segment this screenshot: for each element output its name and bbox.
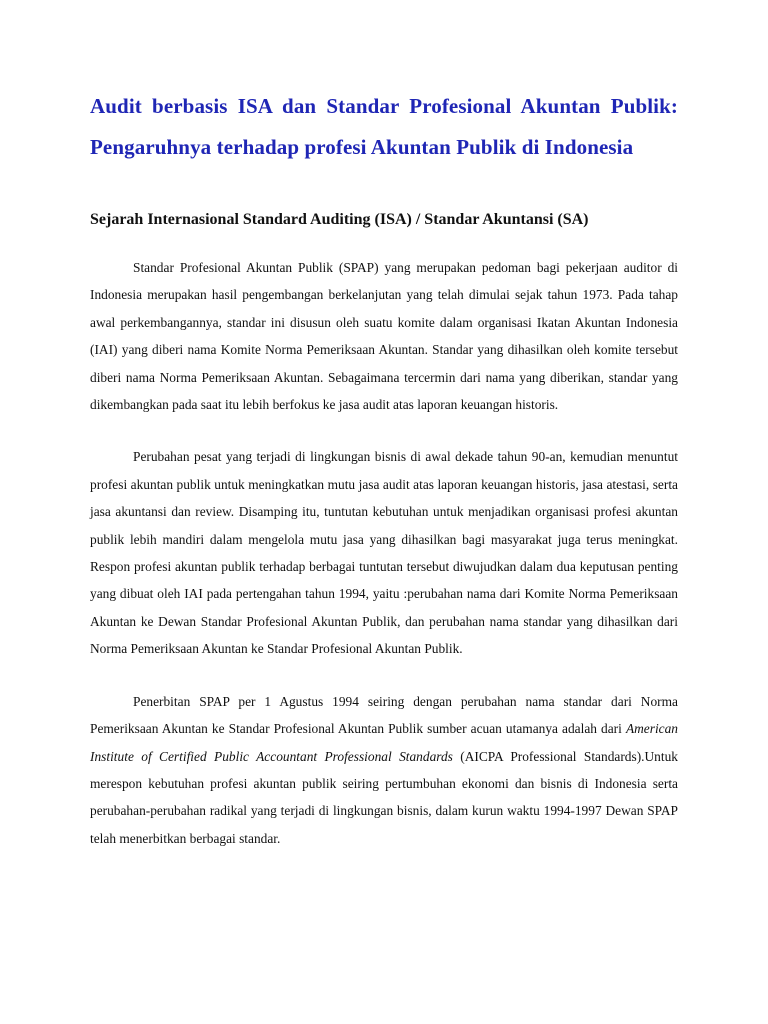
paragraph-1: Standar Profesional Akuntan Publik (SPAP) yang merupakan pedoman bagi pekerjaan auditor di Indonesia merupakan hasil pengembangan berkelanjutan yang telah dimulai sejak tahun 1973. Pada tahap awal perkembangannya, standar ini disusun oleh suatu komite dalam organisasi Ikatan Akuntan Indonesia (IAI) yang diberi nama Komite Norma Pemeriksaan Akuntan. Standar yang dihasilkan oleh komite tersebut diberi nama Norma Pemeriksaan Akuntan. Sebagaimana tercermin dari nama yang diberikan, standar yang dikembangkan pada saat itu lebih berfokus ke jasa audit atas laporan keuangan historis. <box>90 260 678 413</box>
paragraph-3-text-end: (AICPA Professional Standards).Untuk merespon kebutuhan profesi akuntan publik seiring pertumbuhan ekonomi dan bisnis di Indonesia serta perubahan-perubahan radikal yang terjadi di lingkungan bisnis, dalam kurun waktu 1994-1997 Dewan SPAP telah menerbitkan berbagai standar. <box>90 748 678 846</box>
paragraph-3 <box>90 688 678 852</box>
document-title: Audit berbasis ISA dan Standar Profesional Akuntan Publik: Pengaruhnya terhadap profesi Akuntan Publik di Indonesia <box>90 94 678 159</box>
paragraph-3-italic-reference: American Institute of Certified Public Accountant Professional Standards <box>90 721 678 764</box>
paragraph-2: Perubahan pesat yang terjadi di lingkungan bisnis di awal dekade tahun 90-an, kemudian menuntut profesi akuntan publik untuk meningkatkan mutu jasa audit atas laporan keuangan historis, jasa atestasi, serta jasa akuntansi dan review. Disamping itu, tuntutan kebutuhan untuk menjadikan organisasi profesi akuntan publik lebih mandiri dalam mengelola mutu jasa yang dihasilkan bagi masyarakat juga terus meningkat. Respon profesi akuntan publik terhadap berbagai tuntutan tersebut diwujudkan dalam dua keputusan penting yang dibuat oleh IAI pada pertengahan tahun 1994, yaitu :perubahan nama dari Komite Norma Pemeriksaan Akuntan ke Dewan Standar Profesional Akuntan Publik, dan perubahan nama standar yang dihasilkan dari Norma Pemeriksaan Akuntan ke Standar Profesional Akuntan Publik. <box>90 449 678 657</box>
section-heading: Sejarah Internasional Standard Auditing (ISA) / Standar Akuntansi (SA) <box>90 211 589 228</box>
document-page <box>90 86 678 852</box>
paragraph-3-text-start: Penerbitan SPAP per 1 Agustus 1994 seiring dengan perubahan nama standar dari Norma Pemeriksaan Akuntan ke Standar Profesional Akuntan Publik sumber acuan utamanya adalah dari <box>90 693 678 737</box>
